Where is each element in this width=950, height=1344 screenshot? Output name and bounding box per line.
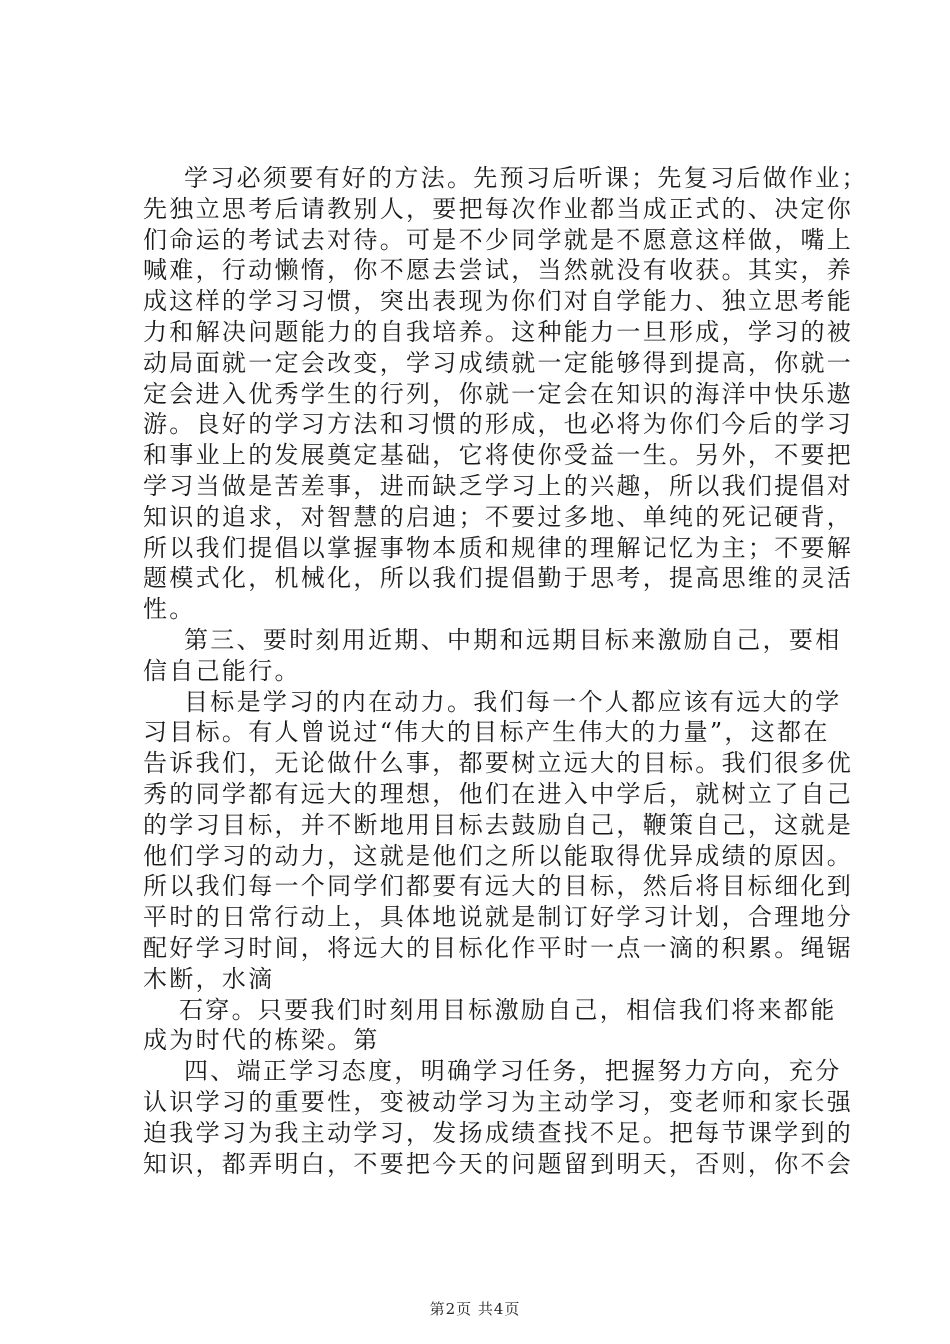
text-line: 知识的追求，对智慧的启迪；不要过多地、单纯的死记硬背， xyxy=(143,502,854,531)
text-line: 认识学习的重要性，变被动学习为主动学习，变老师和家长强 xyxy=(143,1087,854,1116)
text-line: 所以我们提倡以掌握事物本质和规律的理解记忆为主；不要解 xyxy=(143,533,854,562)
text-line: 动局面就一定会改变，学习成绩就一定能够得到提高，你就一 xyxy=(143,348,854,377)
text-line: 秀的同学都有远大的理想，他们在进入中学后，就树立了自己 xyxy=(143,779,854,808)
text-line: 他们学习的动力，这就是他们之所以能取得优异成绩的原因。 xyxy=(143,841,854,870)
text-line: 迫我学习为我主动学习，发扬成绩查找不足。把每节课学到的 xyxy=(143,1118,854,1147)
text-line: 喊难，行动懒惰，你不愿去尝试，当然就没有收获。其实，养 xyxy=(143,256,854,285)
text-line: 配好学习时间，将远大的目标化作平时一点一滴的积累。绳锯 xyxy=(143,933,854,962)
text-line: 知识，都弄明白，不要把今天的问题留到明天，否则，你不会 xyxy=(143,1149,854,1178)
text-line: 题模式化，机械化，所以我们提倡勤于思考，提高思维的灵活 xyxy=(143,564,854,593)
text-line: 学习当做是苦差事，进而缺乏学习上的兴趣，所以我们提倡对 xyxy=(143,471,854,500)
text-line: 石穿。只要我们时刻用目标激励自己，相信我们将来都能 xyxy=(179,995,837,1024)
page-number-footer: 第2页 共4页 xyxy=(429,1300,521,1318)
document-body xyxy=(143,163,868,1179)
text-line: 游。良好的学习方法和习惯的形成，也必将为你们今后的学习 xyxy=(143,410,854,439)
text-line: 成这样的学习习惯，突出表现为你们对自学能力、独立思考能 xyxy=(143,287,854,316)
text-line: 木断，水滴 xyxy=(143,964,275,993)
text-line: 性。 xyxy=(143,595,196,624)
text-line: 和事业上的发展奠定基础，它将使你受益一生。另外，不要把 xyxy=(143,441,854,470)
text-line: 学习必须要有好的方法。先预习后听课；先复习后做作业； xyxy=(184,164,868,192)
text-line: 目标是学习的内在动力。我们每一个人都应该有远大的学 xyxy=(184,687,842,716)
text-line: 力和解决问题能力的自我培养。这种能力一旦形成，学习的被 xyxy=(143,317,854,346)
text-line: 平时的日常行动上，具体地说就是制订好学习计划，合理地分 xyxy=(143,903,854,932)
text-line: 告诉我们，无论做什么事，都要树立远大的目标。我们很多优 xyxy=(143,749,854,778)
text-line: 的学习目标，并不断地用目标去鼓励自己，鞭策自己，这就是 xyxy=(143,810,854,839)
text-line: 先独立思考后请教别人，要把每次作业都当成正式的、决定你 xyxy=(143,194,854,223)
text-line: 习目标。有人曾说过“伟大的目标产生伟大的力量”，这都在 xyxy=(143,718,830,747)
text-line: 所以我们每一个同学们都要有远大的目标，然后将目标细化到 xyxy=(143,872,854,901)
section-heading-line: 第三、要时刻用近期、中期和远期目标来激励自己，要相 xyxy=(184,625,842,654)
section-heading-line: 四、端正学习态度，明确学习任务，把握努力方向，充分 xyxy=(184,1057,842,1086)
text-line: 定会进入优秀学生的行列，你就一定会在知识的海洋中快乐遨 xyxy=(143,379,854,408)
text-line: 们命运的考试去对待。可是不少同学就是不愿意这样做，嘴上 xyxy=(143,225,854,254)
text-line: 成为时代的栋梁。第 xyxy=(143,1026,380,1055)
section-heading-line: 信自己能行。 xyxy=(143,656,301,685)
